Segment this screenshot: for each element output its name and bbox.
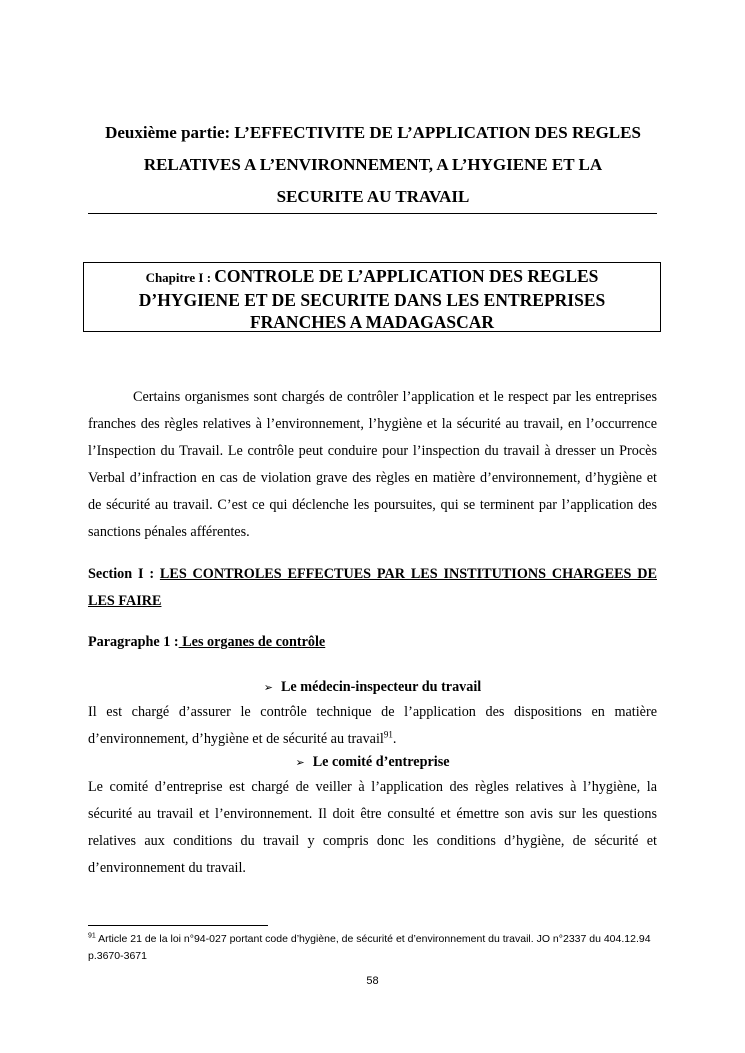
paragraph-label: Paragraphe 1 :: [88, 634, 179, 650]
intro-paragraph-block: [88, 384, 657, 546]
chapter-title-line-2: D’HYGIENE ET DE SECURITE DANS LES ENTREPRISES: [138, 290, 606, 310]
footnote-text: Article 21 de la loi n°94-027 portant code d’hygiène, de sécurité et d’environnement du travail. JO n°2337 du 404.12.94 p.3670-3671: [88, 933, 651, 962]
part-title-line-1: L’EFFECTIVITE DE L’APPLICATION DES REGLES: [234, 123, 641, 142]
footnote-reference: 91: [383, 729, 393, 740]
paragraph-heading: [88, 629, 657, 656]
section-title: LES CONTROLES EFFECTUES PAR LES INSTITUTIONS CHARGEES DE LES FAIRE: [88, 566, 657, 609]
section-heading: [88, 561, 657, 615]
bullet-text-block-2: [88, 774, 657, 882]
footnote: [88, 931, 663, 965]
part-title-rule: [88, 213, 657, 214]
part-title: [88, 117, 658, 213]
bullet-text-2: Le comité d’entreprise est chargé de veiller à l’application des règles relatives à l’hygiène, la sécurité au travail et l’environnement. Il doit être consulté et émettre son avis sur les questions relatives aux conditions du travail y compris donc les conditions d’hygiène, de sécurité et d’environnement du travail.: [88, 779, 657, 876]
arrow-bullet-icon: ➢: [263, 681, 273, 694]
chapter-title-box: [83, 262, 661, 332]
part-prefix: Deuxième partie:: [105, 123, 235, 142]
bullet-heading-2: [0, 752, 745, 773]
footnote-separator: [88, 925, 268, 926]
bullet-text-1: Il est chargé d’assurer le contrôle technique de l’application des dispositions en matière d’environnement, d’hygiène et de sécurité au travail: [88, 704, 657, 747]
arrow-bullet-icon: ➢: [295, 756, 305, 769]
bullet-title-2: Le comité d’entreprise: [312, 754, 450, 770]
part-title-line-2: RELATIVES A L’ENVIRONNEMENT, A L’HYGIENE ET LA: [143, 155, 603, 174]
bullet-text-block-1: [88, 699, 657, 753]
bullet-text-1-end: .: [392, 731, 397, 747]
bullet-heading-1: [0, 677, 745, 698]
paragraph-title: Les organes de contrôle: [178, 634, 326, 650]
chapter-title-line-1: CONTROLE DE L’APPLICATION DES REGLES: [214, 266, 599, 286]
intro-paragraph: Certains organismes sont chargés de contrôler l’application et le respect par les entreprises franches des règles relatives à l’environnement, l’hygiène et la sécurité au travail, en l’occurrence l’Inspection du Travail. Le contrôle peut conduire pour l’inspection du travail à dresser un Procès Verbal d’infraction en cas de violation grave des règles en matière d’environnement, d’hygiène et de sécurité au travail. C’est ce qui déclenche les poursuites, qui se terminent par l’application des sanctions pénales afférentes.: [88, 389, 657, 540]
footnote-number: 91: [88, 932, 96, 940]
page-number: 58: [366, 975, 379, 987]
bullet-title-1: Le médecin-inspecteur du travail: [280, 679, 482, 695]
section-label: Section I :: [88, 566, 160, 582]
chapter-label: Chapitre I :: [145, 270, 215, 285]
chapter-title-line-3: FRANCHES A MADAGASCAR: [249, 312, 495, 332]
part-title-line-3: SECURITE AU TRAVAIL: [276, 187, 470, 206]
